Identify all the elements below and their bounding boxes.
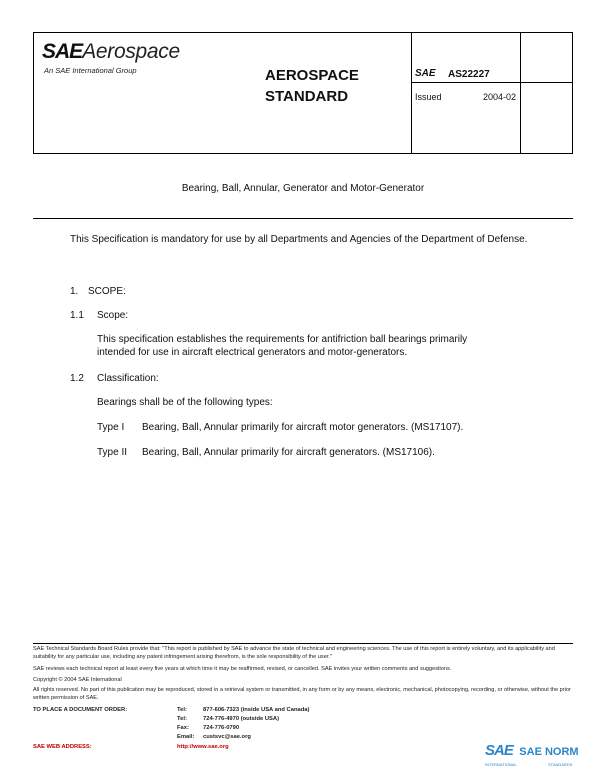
order-label: TO PLACE A DOCUMENT ORDER: xyxy=(33,707,128,713)
norm-logo-sae: SAE xyxy=(485,742,513,759)
tel-label: Tel: xyxy=(177,707,187,713)
tel-inside: 877-606-7323 (inside USA and Canada) xyxy=(203,707,310,713)
fax-number: 724-776-0790 xyxy=(203,725,240,731)
title-rule xyxy=(33,218,573,219)
logo-aerospace-text: Aerospace xyxy=(82,40,180,63)
document-title: Bearing, Ball, Annular, Generator and Motor-Generator xyxy=(181,183,425,194)
type-description: Bearing, Ball, Annular primarily for aircraft generators. (MS17106). xyxy=(142,447,435,458)
logo-sae-text: SAE xyxy=(42,40,83,63)
section1-title: SCOPE: xyxy=(88,286,126,297)
tel-outside: 724-776-4970 (outside USA) xyxy=(203,716,280,722)
web-label: SAE WEB ADDRESS: xyxy=(33,744,92,750)
doc-type-line1: AEROSPACE xyxy=(265,67,359,84)
header-divider xyxy=(411,82,572,83)
section1-2-number: 1.2 xyxy=(70,373,84,384)
doc-number: AS22227 xyxy=(448,69,490,80)
email-link[interactable]: custsvc@sae.org xyxy=(203,734,251,740)
section1-2-title: Classification: xyxy=(97,373,159,384)
footer-review: SAE reviews each technical report at least every five years at which time it may be reaffirmed, revised, or cancelled. SAE invites your written comments and suggestions. xyxy=(33,666,452,672)
intro-paragraph: This Specification is mandatory for use by all Departments and Agencies of the Department of Defense. xyxy=(70,234,528,245)
norm-sub-left: INTERNATIONAL xyxy=(485,762,517,767)
section1-1-number: 1.1 xyxy=(70,310,84,321)
sae-aerospace-logo xyxy=(42,40,180,64)
email-label: Email: xyxy=(177,734,195,740)
issued-label: Issued xyxy=(415,92,442,102)
footer-copyright: Copyright © 2004 SAE International xyxy=(33,677,122,683)
section1-1-text: This specification establishes the requirements for antifriction ball bearings primarily intended for use in aircraft electrical generators and motor-generators. xyxy=(97,334,468,358)
section1-number: 1. xyxy=(70,286,79,297)
section1-1-title: Scope: xyxy=(97,310,129,321)
sae-mark: SAE xyxy=(415,68,436,79)
footer-rule xyxy=(33,643,573,644)
type-label: Type I xyxy=(97,422,125,433)
tel-label: Tel: xyxy=(177,716,187,722)
norm-logo-word: SAE NORM xyxy=(519,746,579,758)
issued-date: 2004-02 xyxy=(483,92,517,102)
web-link[interactable]: http://www.sae.org xyxy=(177,744,229,750)
sae-norm-logo xyxy=(485,742,579,760)
header-divider xyxy=(520,33,521,153)
fax-label: Fax: xyxy=(177,725,189,731)
doc-type-line2: STANDARD xyxy=(265,88,349,105)
norm-sub-right: STANDARDS xyxy=(548,762,573,767)
type-description: Bearing, Ball, Annular primarily for aircraft motor generators. (MS17107). xyxy=(142,422,464,433)
section1-2-text: Bearings shall be of the following types: xyxy=(97,397,273,408)
logo-tagline: An SAE International Group xyxy=(44,66,137,75)
header-divider xyxy=(411,33,412,153)
footer-rules: SAE Technical Standards Board Rules provide that: "This report is published by SAE to advance the state of technical and engineering sciences. The use of this report is entirely voluntary, and its applicability and suitability for any particular use, including any patent infringement arising therefrom, is the sole responsibility of the user." xyxy=(33,646,555,660)
type-label: Type II xyxy=(97,447,128,458)
footer-rights: All rights reserved. No part of this publication may be reproduced, stored in a retrieval system or transmitted, in any form or by any means, electronic, mechanical, photocopying, recording, or otherwise, without the prior written permission of SAE. xyxy=(33,687,571,701)
